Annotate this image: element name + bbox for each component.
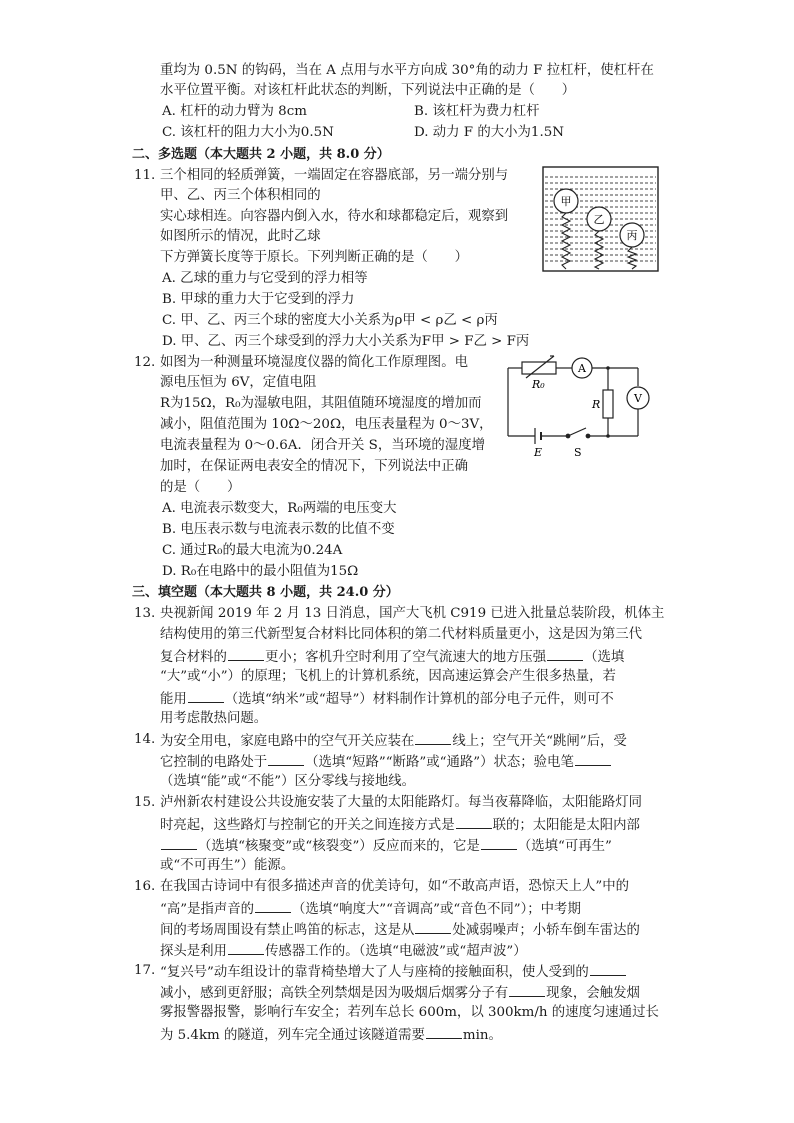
- label-ammeter: A: [578, 362, 586, 375]
- ball-jia-label: 甲: [560, 195, 572, 208]
- q14-blank-2[interactable]: [268, 751, 304, 766]
- q11-line5: 下方弹簧长度等于原长。下列判断正确的是（ ）: [160, 250, 468, 265]
- q15-line4: 或“不可再生”）能源。: [160, 858, 295, 873]
- q11-option-a: A. 乙球的重力与它受到的浮力相等: [162, 271, 368, 286]
- q16-number: 16.: [134, 879, 156, 894]
- q13-blank-1[interactable]: [228, 646, 264, 661]
- q11-option-d: D. 甲、乙、丙三个球受到的浮力大小关系为F甲 > F乙 > F丙: [162, 334, 530, 349]
- q14-line2: 它控制的电路处于 （选填“短路”“断路”或“通路”）状态；验电笔: [160, 751, 612, 773]
- section-multiple-choice-heading: 二、多选题（本大题共 2 小题，共 8.0 分）: [132, 147, 390, 162]
- q13-line4: “大”或“小”）的原理；飞机上的计算机系统，因高速运算会产生很多热量，若: [160, 669, 616, 684]
- label-voltmeter: V: [634, 392, 642, 405]
- q15-blank-2[interactable]: [161, 835, 197, 850]
- q10-option-c: C. 该杠杆的阻力大小为0.5N: [162, 125, 334, 140]
- q12-line7: 的是（ ）: [160, 480, 241, 495]
- q12-line3: R为15Ω，R₀为湿敏电阻，其阻值随环境湿度的增加而: [160, 396, 482, 411]
- q11-line2: 甲、乙、丙三个体积相同的: [160, 188, 321, 203]
- q12-line5: 电流表量程为 0～0.6A．闭合开关 S，当环境的湿度增: [160, 438, 485, 453]
- q13-line2: 结构使用的第三代新型复合材料比同体积的第二代材料质量更小，这是因为第三代: [160, 627, 643, 642]
- q15-blank-3[interactable]: [481, 835, 517, 850]
- q17-blank-2[interactable]: [509, 982, 545, 997]
- q16-line2: “高”是指声音的 （选填“响度大”“音调高”或“音色不同”）；中考期: [160, 898, 581, 920]
- q17-blank-1[interactable]: [590, 961, 626, 976]
- q11-number: 11.: [134, 168, 156, 183]
- q17-line2: 减小，感到更舒服；高铁全列禁烟是因为吸烟后烟雾分子有 现象，会触发烟: [160, 982, 640, 1004]
- q16-line4: 探头是利用 传感器工作的。（选填“电磁波”或“超声波”）: [160, 940, 527, 962]
- ball-yi-label: 乙: [593, 213, 605, 226]
- q14-line1: 为安全用电，家庭电路中的空气开关应装在 线上；空气开关“跳闸”后，受: [160, 730, 627, 752]
- q14-blank-1[interactable]: [415, 730, 451, 745]
- q17-line3: 雾报警器报警，影响行车安全；若列车总长 600m，以 300km/h 的速度匀速通过长: [160, 1005, 659, 1020]
- q11-option-b: B. 甲球的重力大于它受到的浮力: [162, 292, 355, 307]
- q12-number: 12.: [134, 355, 156, 370]
- q13-number: 13.: [134, 606, 156, 621]
- circuit-diagram: [500, 352, 670, 462]
- q11-line4: 如图所示的情况，此时乙球: [160, 229, 321, 244]
- q17-number: 17.: [134, 963, 156, 978]
- q10-option-b: B. 该杠杆为费力杠杆: [414, 104, 540, 119]
- q16-blank-2[interactable]: [415, 919, 451, 934]
- section-fill-blank-heading: 三、填空题（本大题共 8 小题，共 24.0 分）: [132, 585, 399, 600]
- q13-line3: 复合材料的 更小；客机升空时利用了空气流速大的地方压强 （选填: [160, 646, 624, 668]
- q12-line1: 如图为一种测量环境湿度仪器的简化工作原理图。电: [160, 355, 468, 370]
- q13-line6: 用考虑散热问题。: [160, 711, 268, 726]
- q15-blank-1[interactable]: [456, 814, 492, 829]
- q12-option-c: C. 通过R₀的最大电流为0.24A: [162, 543, 343, 558]
- q12-option-b: B. 电压表示数与电流表示数的比值不变: [162, 522, 395, 537]
- switch-lever: [568, 428, 586, 436]
- q11-line3: 实心球相连。向容器内倒入水，待水和球都稳定后，观察到: [160, 209, 509, 224]
- q10-option-a: A. 杠杆的动力臂为 8cm: [162, 104, 307, 119]
- q13-blank-2[interactable]: [547, 646, 583, 661]
- q16-line3: 间的考场周围设有禁止鸣笛的标志，这是从 处减弱噪声；小轿车倒车雷达的: [160, 919, 640, 941]
- q15-line3: （选填“核聚变”或“核裂变”）反应而来的，它是 （选填“可再生”: [160, 835, 612, 857]
- q13-blank-3[interactable]: [188, 688, 224, 703]
- label-s: S: [574, 446, 582, 459]
- q10-line2: 水平位置平衡。对该杠杆此状态的判断，下列说法中正确的是（ ）: [160, 83, 576, 98]
- q13-line5: 能用 （选填“纳米”或“超导”）材料制作计算机的部分电子元件，则可不: [160, 688, 614, 710]
- q17-line1: “复兴号”动车组设计的靠背椅垫增大了人与座椅的接触面积，使人受到的: [160, 961, 627, 983]
- q15-line2: 时亮起，这些路灯与控制它的开关之间连接方式是 联的；太阳能是太阳内部: [160, 814, 640, 836]
- q17-line4: 为 5.4km 的隧道，列车完全通过该隧道需要 min。: [160, 1024, 502, 1046]
- q14-line3: （选填“能”或“不能”）区分零线与接地线。: [160, 774, 416, 789]
- q17-blank-3[interactable]: [426, 1024, 462, 1039]
- q12-line6: 加时，在保证两电表安全的情况下，下列说法中正确: [160, 459, 468, 474]
- q10-line1: 重均为 0.5N 的钩码，当在 A 点用与水平方向成 30°角的动力 F 拉杠杆，使杠杆在: [160, 63, 654, 78]
- spring-container-figure: [538, 165, 666, 275]
- q15-line1: 泸州新农村建设公共设施安装了大量的太阳能路灯。每当夜幕降临，太阳能路灯同: [160, 795, 643, 810]
- q14-blank-3[interactable]: [575, 751, 611, 766]
- fixed-resistor-r: [603, 390, 613, 418]
- q14-number: 14.: [134, 732, 156, 747]
- label-r: R: [592, 398, 601, 411]
- q15-number: 15.: [134, 795, 156, 810]
- q10-option-d: D. 动力 F 的大小为1.5N: [414, 125, 564, 140]
- q16-line1: 在我国古诗词中有很多描述声音的优美诗句，如“不敢高声语，恐惊天上人”中的: [160, 879, 629, 894]
- q12-line4: 减小，阻值范围为 10Ω～20Ω，电压表量程为 0～3V，: [160, 417, 493, 432]
- q16-blank-3[interactable]: [228, 940, 264, 955]
- q12-option-d: D. R₀在电路中的最小阻值为15Ω: [162, 564, 359, 579]
- q13-line1: 央视新闻 2019 年 2 月 13 日消息，国产大飞机 C919 已进入批量总装阶段，机体主: [160, 606, 665, 621]
- ball-bing-label: 丙: [626, 229, 638, 242]
- q11-line1: 三个相同的轻质弹簧，一端固定在容器底部，另一端分别与: [160, 168, 509, 183]
- q16-blank-1[interactable]: [255, 898, 291, 913]
- q12-line2: 源电压恒为 6V，定值电阻: [160, 375, 317, 390]
- q11-option-c: C. 甲、乙、丙三个球的密度大小关系为ρ甲 < ρ乙 < ρ丙: [162, 313, 498, 328]
- label-e: E: [534, 446, 543, 459]
- label-r0: R₀: [532, 378, 545, 391]
- q12-option-a: A. 电流表示数变大，R₀两端的电压变大: [162, 501, 397, 516]
